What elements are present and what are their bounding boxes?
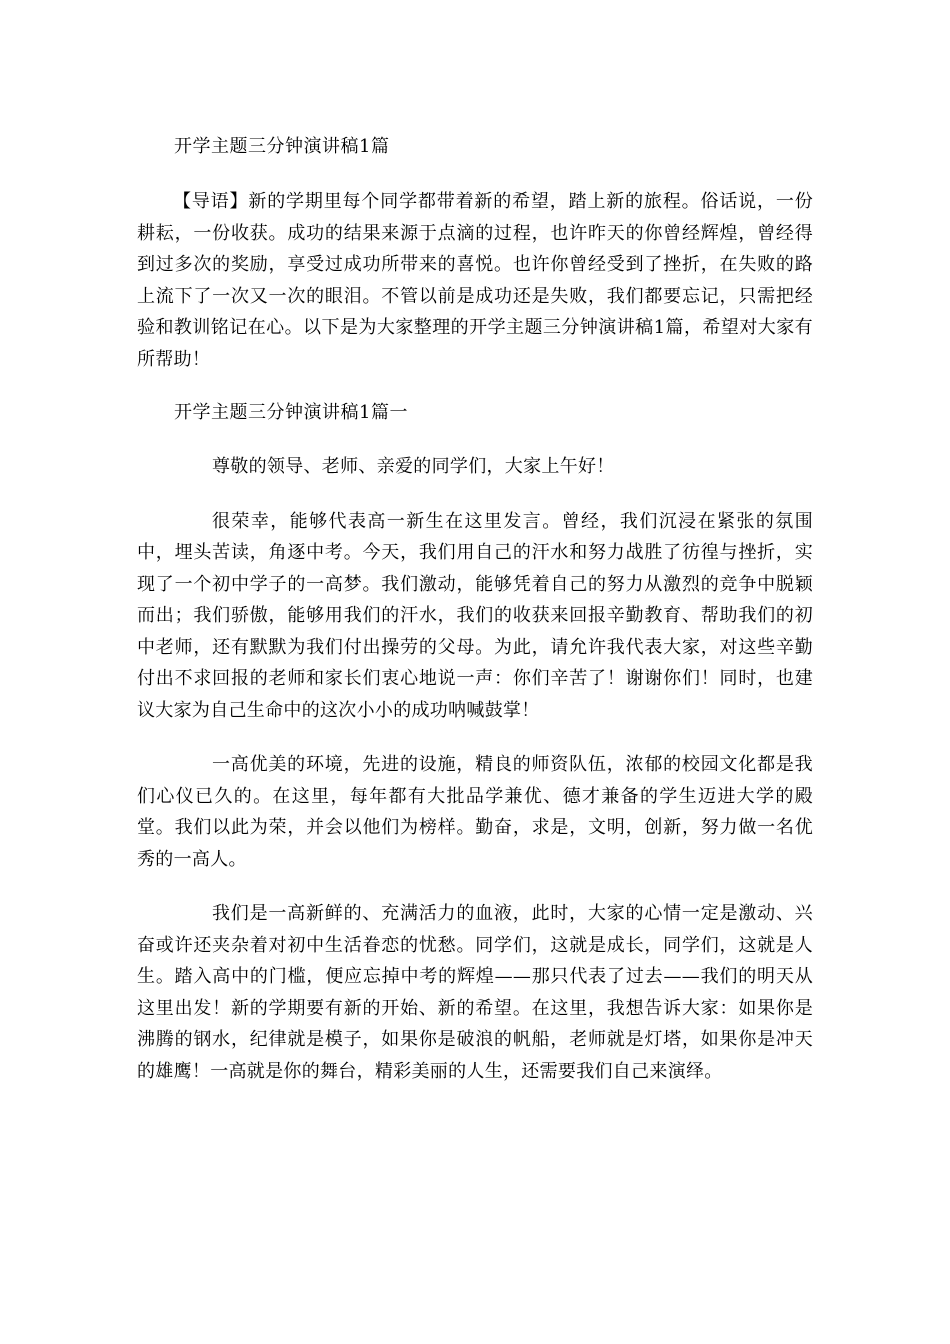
document-title: 开学主题三分钟演讲稿1篇 bbox=[174, 136, 390, 157]
speech-paragraph-1: 很荣幸，能够代表高一新生在这里发言。曾经，我们沉浸在紧张的氛围中，埋头苦读，角逐中考。今天，我们用自己的汗水和努力战胜了彷徨与挫折，实现了一个初中学子的一高梦。我们激动，能够凭着自己的努力从激烈的竞争中脱颖而出；我们骄傲，能够用我们的汗水，我们的收获来回报辛勤教育、帮助我们的初中老师，还有默默为我们付出操劳的父母。为此，请允许我代表大家，对这些辛勤付出不求回报的老师和家长们衷心地说一声：你们辛苦了！谢谢你们！同时，也建议大家为自己生命中的这次小小的成功呐喊鼓掌！ bbox=[137, 510, 813, 721]
speech-paragraph-2: 一高优美的环境，先进的设施，精良的师资队伍，浓郁的校园文化都是我们心仪已久的。在这里，每年都有大批品学兼优、德才兼备的学生迈进大学的殿堂。我们以此为荣，并会以他们为榜样。勤奋，求是，文明，创新，努力做一名优秀的一高人。 bbox=[137, 754, 813, 870]
section-title: 开学主题三分钟演讲稿1篇一 bbox=[174, 402, 408, 423]
intro-paragraph: 【导语】新的学期里每个同学都带着新的希望，踏上新的旅程。俗话说，一份耕耘，一份收获。成功的结果来源于点滴的过程，也许昨天的你曾经辉煌，曾经得到过多次的奖励，享受过成功所带来的喜悦。也许你曾经受到了挫折，在失败的路上流下了一次又一次的眼泪。不管以前是成功还是失败，我们都要忘记，只需把经验和教训铭记在心。以下是为大家整理的开学主题三分钟演讲稿1篇，希望对大家有所帮助！ bbox=[137, 191, 813, 370]
speech-paragraph-3: 我们是一高新鲜的、充满活力的血液，此时，大家的心情一定是激动、兴奋或许还夹杂着对初中生活眷恋的忧愁。同学们，这就是成长，同学们，这就是人生。踏入高中的门槛，便应忘掉中考的辉煌——那只代表了过去——我们的明天从这里出发！新的学期要有新的开始、新的希望。在这里，我想告诉大家：如果你是沸腾的钢水，纪律就是模子，如果你是破浪的帆船，老师就是灯塔，如果你是冲天的雄鹰！一高就是你的舞台，精彩美丽的人生，还需要我们自己来演绎。 bbox=[137, 903, 813, 1082]
document-body bbox=[137, 132, 813, 1110]
speech-paragraph-greeting: 尊敬的领导、老师、亲爱的同学们，大家上午好！ bbox=[212, 456, 615, 477]
